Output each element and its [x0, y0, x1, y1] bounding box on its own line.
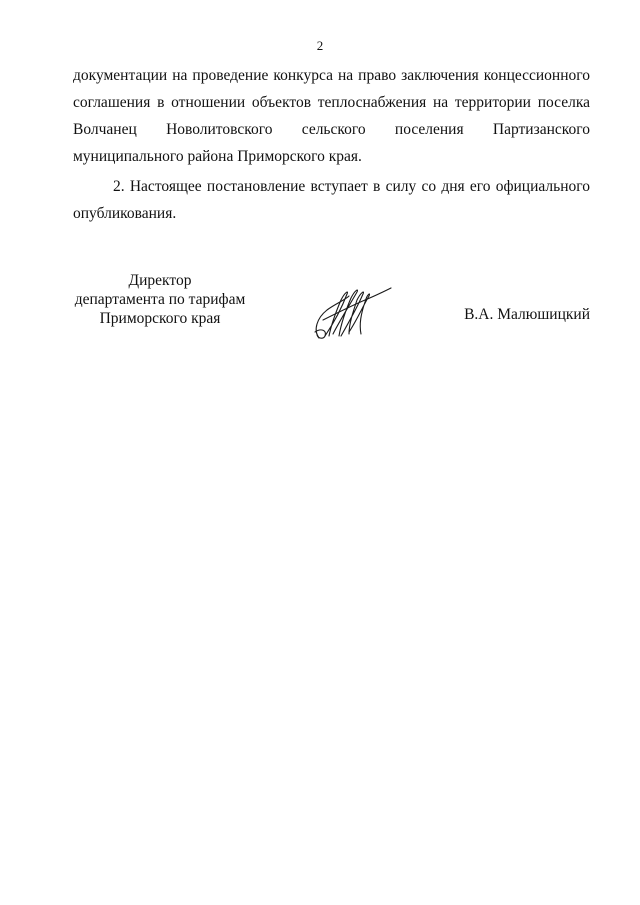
signatory-title-line: департамента по тарифам [74, 291, 246, 308]
handwritten-signature [305, 280, 395, 342]
page-number: 2 [316, 38, 324, 53]
paragraph-continuation [73, 62, 590, 170]
paragraph-effective-date [73, 173, 590, 227]
signatory-title-line: Директор [128, 272, 192, 289]
text-line: Волчанец Новолитовского сельского поселения Партизанского [73, 121, 590, 138]
text-line: опубликования. [73, 205, 177, 222]
document-body [73, 62, 590, 227]
text-line: 2. Настоящее постановление вступает в силу со дня его официального [113, 178, 590, 195]
signatory-title [60, 271, 260, 328]
signatory-name: В.А. Малюшицкий [464, 306, 590, 323]
text-line: соглашения в отношении объектов теплоснабжения на территории поселка [73, 94, 590, 111]
text-line: муниципального района Приморского края. [73, 148, 362, 165]
text-line: документации на проведение конкурса на право заключения концессионного [73, 67, 590, 84]
signatory-title-line: Приморского края [99, 310, 221, 327]
